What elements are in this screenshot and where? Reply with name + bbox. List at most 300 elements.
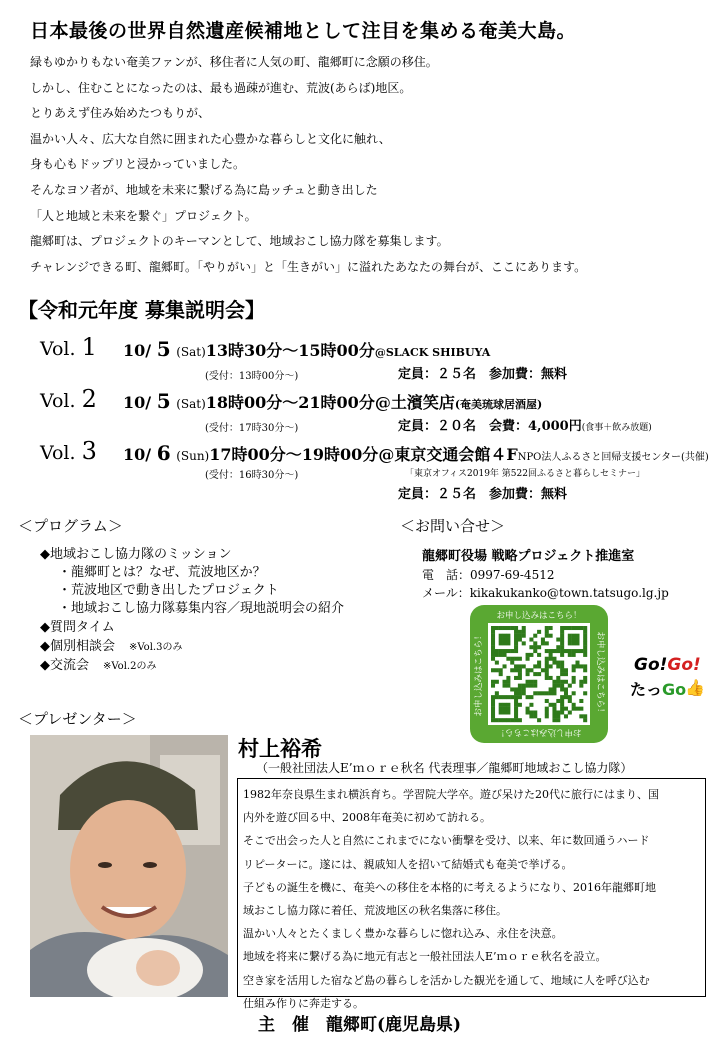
venue-note: (奄美琉球居酒屋): [454, 398, 543, 411]
qr-module: [503, 634, 507, 638]
program-item: ・荒波地区で動き出したプロジェクト: [58, 583, 279, 598]
contact-phone: [422, 566, 554, 583]
qr-module: [499, 641, 503, 645]
qr-module: [529, 645, 533, 649]
qr-module: [575, 641, 579, 645]
qr-module: [583, 634, 587, 638]
qr-module: [522, 630, 526, 634]
qr-module: [537, 718, 541, 722]
qr-module: [533, 680, 537, 684]
qr-module: [529, 703, 533, 707]
tatsugo-logo: [628, 655, 708, 715]
intro-line: 龍郷町は、プロジェクトのキーマンとして、地域おこし協力隊を募集します。: [30, 234, 449, 249]
qr-module: [560, 641, 564, 645]
qr-module: [522, 641, 526, 645]
bio-line: そこで出会った人と自然にこれまでにない衝撃を受け、以来、年に数回通うハード: [243, 834, 650, 848]
qr-module: [583, 641, 587, 645]
qr-module: [583, 626, 587, 630]
qr-module: [583, 649, 587, 653]
qr-module: [495, 661, 499, 665]
qr-module: [575, 664, 579, 668]
qr-module: [514, 645, 518, 649]
qr-module: [579, 707, 583, 711]
qr-module: [533, 684, 537, 688]
qr-module: [560, 680, 564, 684]
qr-caption-bottom: お申し込みはこちら！: [496, 727, 582, 737]
qr-module: [526, 668, 530, 672]
qr-code-graphic: [470, 605, 608, 743]
qr-module: [572, 703, 576, 707]
qr-module: [537, 691, 541, 695]
qr-module: [506, 718, 510, 722]
qr-module: [537, 664, 541, 668]
qr-module: [495, 680, 499, 684]
qr-module: [533, 691, 537, 695]
qr-module: [518, 684, 522, 688]
qr-module: [499, 703, 503, 707]
vol-3-datetime: [123, 441, 709, 465]
qr-module: [506, 703, 510, 707]
qr-module: [545, 630, 549, 634]
qr-module: [568, 699, 572, 703]
qr-module: [499, 668, 503, 672]
qr-module: [499, 695, 503, 699]
qr-module: [556, 684, 560, 688]
qr-module: [552, 649, 556, 653]
qr-module: [564, 668, 568, 672]
qr-module: [564, 626, 568, 630]
qr-module: [556, 680, 560, 684]
qr-module: [514, 707, 518, 711]
qr-module: [545, 676, 549, 680]
qr-module: [583, 714, 587, 718]
vol-2-label: [40, 385, 97, 413]
qr-module: [499, 710, 503, 714]
qr-module: [533, 645, 537, 649]
qr-module: [506, 676, 510, 680]
qr-module: [564, 649, 568, 653]
contact-office: 龍郷町役場 戦略プロジェクト推進室: [422, 549, 635, 564]
qr-module: [560, 626, 564, 630]
seminar-title: 【令和元年度 募集説明会】: [18, 298, 265, 322]
qr-module: [491, 630, 495, 634]
qr-module: [537, 645, 541, 649]
qr-module: [491, 707, 495, 711]
qr-module: [506, 626, 510, 630]
qr-module: [526, 684, 530, 688]
qr-module: [526, 695, 530, 699]
qr-module: [552, 718, 556, 722]
qr-module: [491, 718, 495, 722]
qr-module: [491, 634, 495, 638]
venue: @SLACK SHIBUYA: [374, 346, 491, 359]
qr-module: [583, 630, 587, 634]
qr-module: [579, 684, 583, 688]
qr-module: [514, 687, 518, 691]
qr-module: [564, 672, 568, 676]
intro-line: とりあえず住み始めたつもりが、: [30, 106, 211, 121]
qr-module: [552, 680, 556, 684]
qr-module: [514, 703, 518, 707]
logo-go-1: Go!: [634, 655, 668, 675]
qr-module: [575, 649, 579, 653]
qr-module: [518, 638, 522, 642]
qr-module: [568, 626, 572, 630]
program-item: ◆地域おこし協力隊のミッション: [40, 547, 232, 562]
qr-caption-left: お申し込みはこちら！: [474, 631, 484, 717]
qr-module: [495, 718, 499, 722]
qr-module: [545, 714, 549, 718]
qr-module: [549, 687, 553, 691]
qr-module: [572, 707, 576, 711]
qr-module: [506, 710, 510, 714]
vol-prefix: Vol.: [40, 338, 76, 360]
qr-module: [495, 653, 499, 657]
qr-module: [533, 634, 537, 638]
qr-module: [533, 664, 537, 668]
qr-module: [499, 672, 503, 676]
qr-module: [575, 707, 579, 711]
qr-module: [518, 691, 522, 695]
qr-module: [503, 649, 507, 653]
qr-module: [499, 634, 503, 638]
qr-module: [575, 634, 579, 638]
qr-module: [560, 699, 564, 703]
qr-module: [549, 634, 553, 638]
program-item: [40, 635, 182, 654]
qr-module: [503, 638, 507, 642]
qr-module: [499, 649, 503, 653]
qr-module: [529, 668, 533, 672]
phone-label: 電 話：: [422, 568, 471, 582]
qr-module: [514, 718, 518, 722]
qr-module: [514, 657, 518, 661]
qr-module: [583, 664, 587, 668]
presenter-role: （一般社団法人E’ｍｏｒｅ秋名 代表理事／龍郷町地域おこし協力隊）: [256, 761, 633, 775]
qr-module: [583, 680, 587, 684]
qr-module: [564, 691, 568, 695]
qr-module: [506, 695, 510, 699]
qr-module: [522, 626, 526, 630]
qr-module: [575, 661, 579, 665]
qr-module: [518, 672, 522, 676]
qr-module: [529, 710, 533, 714]
qr-module: [514, 714, 518, 718]
logo-go-3: Go: [662, 680, 687, 699]
vol-number: 3: [81, 437, 97, 465]
qr-module: [549, 653, 553, 657]
qr-module: [526, 680, 530, 684]
qr-module: [506, 638, 510, 642]
date-day: 5: [156, 389, 171, 413]
vol-1-label: [40, 333, 97, 361]
qr-module: [503, 710, 507, 714]
weekday: (Sat): [176, 397, 206, 411]
qr-module: [583, 718, 587, 722]
qr-module: [518, 630, 522, 634]
qr-module: [541, 668, 545, 672]
qr-module: [552, 684, 556, 688]
qr-module: [514, 676, 518, 680]
mail-address[interactable]: kikakukanko@town.tatsugo.lg.jp: [469, 586, 669, 600]
qr-module: [518, 695, 522, 699]
qr-module: [499, 707, 503, 711]
qr-module: [529, 714, 533, 718]
qr-module: [572, 691, 576, 695]
qr-module: [514, 626, 518, 630]
qr-module: [579, 714, 583, 718]
qr-module: [491, 699, 495, 703]
qr-module: [579, 680, 583, 684]
mail-label: メール：: [422, 586, 470, 600]
presenter-name: 村上裕希: [238, 736, 322, 761]
qr-module: [572, 664, 576, 668]
qr-module: [541, 638, 545, 642]
qr-module: [545, 710, 549, 714]
qr-module: [549, 626, 553, 630]
intro-line: 身も心もドップリと浸かっていました。: [30, 157, 246, 172]
bio-line: 子どもの誕生を機に、奄美への移住を本格的に考えるようになり、2016年龍郷町地: [243, 880, 656, 894]
qr-module: [549, 703, 553, 707]
qr-module: [518, 634, 522, 638]
program-heading: ＜プログラム＞: [18, 517, 123, 535]
qr-module: [549, 649, 553, 653]
qr-module: [503, 626, 507, 630]
intro-line: チャレンジできる町、龍郷町。「やりがい」と「生きがい」に溢れたあなたの舞台が、ここにあります。: [30, 259, 587, 274]
qr-module: [529, 680, 533, 684]
program-item: ◆質問タイム: [40, 620, 115, 635]
qr-module: [533, 710, 537, 714]
qr-module: [537, 661, 541, 665]
program-item-note: ※Vol.2のみ: [103, 661, 157, 672]
vol-number: 2: [81, 385, 97, 413]
date-month: 10/: [123, 445, 152, 464]
qr-module: [518, 703, 522, 707]
intro-line: 温かい人々、広大な自然に囲まれた心豊かな暮らしと文化に触れ、: [30, 131, 391, 146]
qr-module: [579, 699, 583, 703]
qr-module: [572, 638, 576, 642]
qr-module: [510, 668, 514, 672]
vol-3-capacity: 定員：２５名 参加費：無料: [398, 487, 568, 502]
qr-module: [495, 649, 499, 653]
qr-module: [549, 664, 553, 668]
qr-module: [541, 691, 545, 695]
capacity-note: (食事＋飲み放題): [581, 423, 652, 433]
qr-module: [526, 653, 530, 657]
qr-module: [503, 707, 507, 711]
qr-module: [549, 691, 553, 695]
qr-module: [506, 634, 510, 638]
qr-module: [549, 657, 553, 661]
vol-3-event-note: 「東京オフィス2019年 第522回ふるさと暮らしセミナー」: [405, 469, 645, 479]
qr-module: [583, 653, 587, 657]
vol-prefix: Vol.: [40, 390, 76, 412]
qr-module: [552, 661, 556, 665]
qr-module: [545, 657, 549, 661]
qr-module: [510, 695, 514, 699]
qr-module: [564, 687, 568, 691]
qr-module: [510, 657, 514, 661]
qr-module: [545, 668, 549, 672]
qr-module: [583, 691, 587, 695]
headline: 日本最後の世界自然遺産候補地として注目を集める奄美大島。: [30, 20, 577, 42]
qr-module: [514, 641, 518, 645]
qr-module: [506, 657, 510, 661]
qr-module: [556, 638, 560, 642]
weekday: (Sat): [176, 345, 206, 359]
qr-module: [545, 641, 549, 645]
qr-module: [529, 684, 533, 688]
qr-module: [491, 684, 495, 688]
contact-mail: [422, 584, 669, 601]
vol-2-capacity: [398, 415, 652, 434]
bio-line: 地域を将来に繋げる為に地元有志と一般社団法人E’ｍｏｒｅ秋名を設立。: [243, 950, 607, 964]
venue-note: NPO法人ふるさと回帰支援センター(共催): [517, 452, 709, 463]
qr-module: [583, 676, 587, 680]
qr-module: [526, 710, 530, 714]
bio-line: 仕組み作りに奔走する。: [243, 996, 364, 1010]
qr-module: [491, 649, 495, 653]
qr-module: [522, 634, 526, 638]
bio-line: リピーターに。遂には、親戚知人を招いて結婚式も奄美で挙げる。: [243, 857, 573, 871]
qr-module: [506, 680, 510, 684]
time-range: 13時30分～15時00分: [205, 341, 375, 360]
qr-module: [503, 653, 507, 657]
qr-module: [514, 649, 518, 653]
phone-number[interactable]: 0997-69-4512: [470, 568, 555, 582]
qr-module: [575, 638, 579, 642]
qr-module: [533, 714, 537, 718]
qr-module: [545, 661, 549, 665]
qr-module: [491, 657, 495, 661]
qr-module: [491, 645, 495, 649]
qr-module: [560, 710, 564, 714]
qr-module: [518, 676, 522, 680]
date-day: 5: [156, 337, 171, 361]
qr-module: [491, 710, 495, 714]
weekday: (Sun): [176, 449, 210, 463]
time-range: 17時00分～19時00分: [209, 445, 379, 464]
qr-module: [560, 684, 564, 688]
qr-module: [572, 668, 576, 672]
qr-module: [572, 649, 576, 653]
qr-module: [575, 626, 579, 630]
qr-module: [545, 691, 549, 695]
qr-module: [522, 664, 526, 668]
qr-caption-top: お申し込みはこちら！: [496, 611, 582, 621]
venue: @土濱笑店: [374, 393, 455, 412]
qr-module: [560, 630, 564, 634]
qr-module: [568, 653, 572, 657]
qr-module: [510, 687, 514, 691]
qr-module: [491, 638, 495, 642]
qr-module: [552, 703, 556, 707]
qr-module: [514, 630, 518, 634]
qr-module: [552, 687, 556, 691]
program-item: ・龍郷町とは？なぜ、荒波地区か？: [58, 565, 266, 580]
program-item-text: ◆個別相談会: [40, 639, 115, 654]
qr-module: [491, 668, 495, 672]
logo-go-2: Go!: [667, 655, 701, 675]
qr-module: [522, 684, 526, 688]
qr-module: [560, 661, 564, 665]
organizer: 主 催 龍郷町(鹿児島県): [258, 1015, 462, 1035]
qr-module: [579, 664, 583, 668]
program-item: [40, 654, 156, 673]
vol-3-reception: (受付：16時30分～): [205, 470, 299, 481]
bio-line: 域おこし協力隊に着任、荒波地区の秋名集落に移住。: [243, 903, 507, 917]
qr-module: [560, 653, 564, 657]
qr-module: [495, 668, 499, 672]
qr-module: [518, 668, 522, 672]
qr-module: [560, 672, 564, 676]
qr-module: [514, 695, 518, 699]
qr-code[interactable]: [470, 605, 608, 743]
qr-module: [560, 634, 564, 638]
date-month: 10/: [123, 341, 152, 360]
qr-module: [572, 676, 576, 680]
qr-module: [503, 641, 507, 645]
qr-module: [514, 664, 518, 668]
qr-module: [560, 668, 564, 672]
qr-module: [510, 649, 514, 653]
qr-module: [549, 676, 553, 680]
qr-module: [503, 703, 507, 707]
qr-module: [537, 672, 541, 676]
qr-module: [556, 664, 560, 668]
qr-module: [491, 626, 495, 630]
qr-module: [514, 634, 518, 638]
qr-module: [552, 691, 556, 695]
intro-line: そんなヨソ者が、地域を未来に繋げる為に島ッチュと動き出した: [30, 182, 378, 197]
bio-line: 空き家を活用した宿など島の暮らしを活かした観光を通して、地域に人を呼び込む: [243, 973, 650, 987]
qr-module: [556, 710, 560, 714]
qr-module: [491, 641, 495, 645]
qr-module: [560, 703, 564, 707]
qr-module: [552, 707, 556, 711]
capacity-text: 定員：２０名 会費：4,000円: [398, 419, 582, 434]
qr-module: [491, 703, 495, 707]
qr-module: [514, 699, 518, 703]
qr-module: [564, 714, 568, 718]
vol-2-datetime: [123, 389, 542, 413]
qr-module: [510, 661, 514, 665]
logo-line-2: [630, 677, 686, 700]
qr-module: [518, 657, 522, 661]
qr-module: [495, 695, 499, 699]
thumbs-up-icon: 👍: [685, 678, 705, 697]
qr-module: [522, 691, 526, 695]
qr-module: [583, 668, 587, 672]
qr-module: [579, 649, 583, 653]
qr-module: [541, 641, 545, 645]
qr-module: [552, 714, 556, 718]
qr-module: [545, 707, 549, 711]
qr-module: [495, 691, 499, 695]
vol-number: 1: [81, 333, 97, 361]
qr-module: [583, 638, 587, 642]
qr-module: [572, 680, 576, 684]
date-day: 6: [156, 441, 171, 465]
qr-module: [514, 638, 518, 642]
qr-module: [533, 672, 537, 676]
qr-module: [537, 653, 541, 657]
qr-module: [568, 684, 572, 688]
qr-module: [572, 634, 576, 638]
vol-2-reception: (受付：17時30分～): [205, 423, 299, 434]
qr-module: [522, 687, 526, 691]
presenter-photo: [30, 735, 228, 997]
